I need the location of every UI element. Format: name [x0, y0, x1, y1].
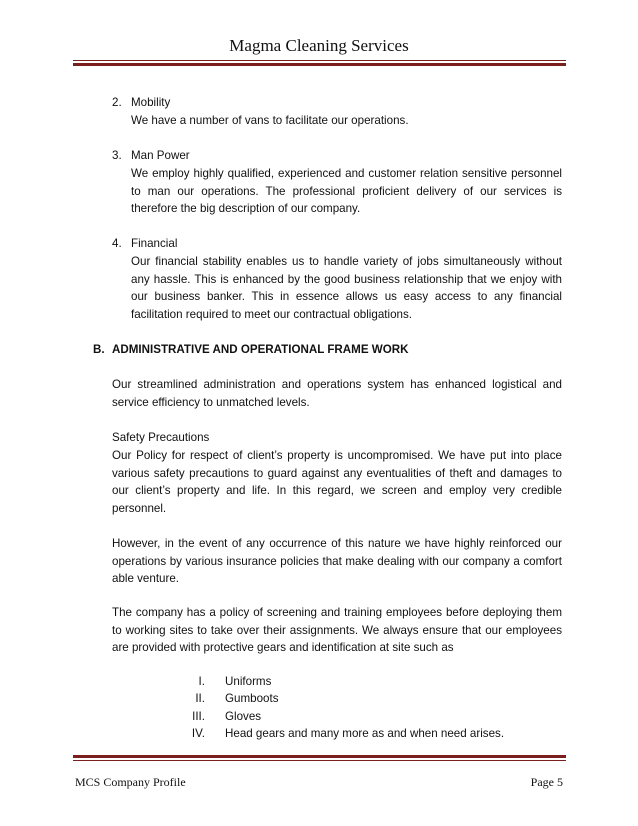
screening-paragraph: The company has a policy of screening and training employees before deploying them to working sites to take over their assignments. We always ensure that our employees are provided with protective gears and identification at site such as [112, 606, 562, 655]
gear-list-number: III. [192, 710, 205, 723]
gear-list-item: Head gears and many more as and when need arises. [225, 727, 505, 740]
gear-list-number: IV. [191, 727, 205, 740]
header-rule-thick [73, 63, 566, 66]
gear-list-number: I. [198, 675, 205, 688]
section-label: B. [93, 343, 105, 356]
insurance-paragraph: However, in the event of any occurrence of this nature we have highly reinforced our operations by various insurance policies that make dealing with our company a comfort able venture. [112, 537, 562, 586]
header-rule-thin [73, 60, 566, 61]
safety-title: Safety Precautions [112, 431, 210, 444]
list-item-body: We employ highly qualified, experienced and customer relation sensitive personnel to man our operations. The professional proficient delivery of our services is therefore the big description of our company. [131, 167, 562, 216]
list-item-body: We have a number of vans to facilitate our operations. [131, 114, 409, 127]
footer-left: MCS Company Profile [75, 775, 186, 789]
header-title: Magma Cleaning Services [229, 36, 409, 55]
gear-list-item: Gumboots [225, 692, 279, 705]
footer-rule-thin [73, 760, 566, 761]
list-item-number: 4. [112, 237, 122, 250]
section-heading: ADMINISTRATIVE AND OPERATIONAL FRAME WORK [112, 343, 409, 356]
safety-body: Our Policy for respect of client’s property is uncompromised. We have put into place various safety precautions to guard against any eventualities of theft and damages to our client’s property and life. In this regard, we screen and employ very credible personnel. [112, 449, 562, 515]
gear-list-number: II. [195, 692, 205, 705]
list-item-title: Financial [131, 237, 178, 250]
footer-rule-thick [73, 755, 566, 758]
footer-page-number: Page 5 [530, 775, 563, 789]
list-item-number: 2. [112, 96, 122, 109]
list-item-number: 3. [112, 149, 122, 162]
list-item-title: Mobility [131, 96, 171, 109]
gear-list-item: Uniforms [225, 675, 272, 688]
list-item-title: Man Power [131, 149, 190, 162]
section-intro: Our streamlined administration and operations system has enhanced logistical and service efficiency to unmatched levels. [112, 378, 562, 409]
list-item-body: Our financial stability enables us to handle variety of jobs simultaneously without any hassle. This is enhanced by the good business relationship that we enjoy with our business banker. This in essence allows us easy access to any financial facilitation required to meet our contractual obligations. [131, 255, 562, 321]
gear-list-item: Gloves [225, 710, 262, 723]
